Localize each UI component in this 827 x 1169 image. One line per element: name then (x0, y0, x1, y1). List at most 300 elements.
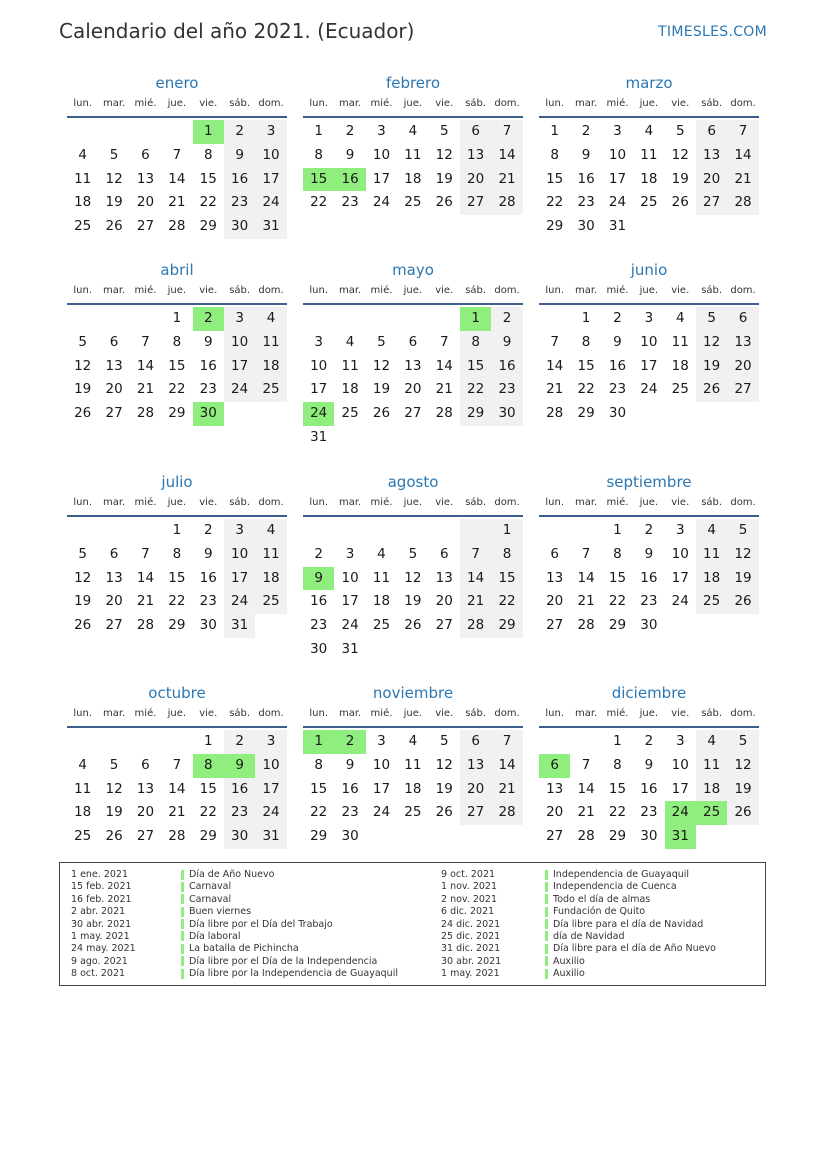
day-cell: 22 (168, 381, 186, 398)
weekday-label: mié. (134, 708, 157, 719)
weekday-label: vie. (435, 98, 454, 109)
weekday-label: vie. (671, 708, 690, 719)
day-cell: 14 (546, 357, 564, 374)
empty-day-cell (334, 307, 365, 331)
weekday-label: mar. (102, 285, 126, 296)
day-cell: 11 (341, 357, 359, 374)
day-cell: 25 (74, 218, 92, 235)
month-title: marzo (625, 74, 673, 92)
legend-description: Independencia de Cuenca (553, 881, 677, 893)
day-cell: 24 (255, 801, 286, 825)
day-cell: 16 (577, 170, 595, 187)
legend-item (545, 956, 716, 968)
weekday-label: dom. (258, 497, 284, 508)
day-cell: 7 (581, 545, 591, 562)
day-cell: 31 (255, 825, 286, 849)
day-cell: 23 (199, 381, 217, 398)
weekday-header (67, 281, 287, 301)
legend-date: 6 dic. 2021 (441, 906, 495, 918)
day-cell: 12 (435, 756, 453, 773)
day-cell: 5 (109, 146, 119, 163)
day-cell: 28 (136, 617, 155, 634)
day-cell: 19 (372, 381, 391, 398)
day-cell: 8 (581, 333, 591, 350)
day-cell: 16 (199, 357, 217, 374)
weekday-label: mié. (370, 285, 393, 296)
day-cell: 22 (577, 381, 595, 398)
day-cell: 17 (372, 170, 391, 187)
empty-day-cell (161, 120, 192, 144)
empty-day-cell (366, 519, 397, 543)
weekday-header (67, 94, 287, 114)
day-cell: 9 (613, 333, 622, 350)
month-marzo (539, 72, 759, 239)
day-cell: 7 (550, 333, 559, 350)
weekday-label: mié. (370, 98, 393, 109)
day-cell: 17 (608, 170, 627, 187)
day-cell: 29 (310, 828, 328, 845)
day-cell: 18 (404, 780, 422, 797)
day-cell: 25 (255, 378, 286, 402)
day-cell: 2 (314, 545, 323, 562)
day-cell: 30 (224, 215, 255, 239)
day-cell: 22 (608, 593, 627, 610)
legend-description: Día de Año Nuevo (189, 869, 275, 880)
legend-item (181, 943, 398, 955)
day-cell: 17 (671, 780, 689, 797)
day-cell: 19 (74, 381, 92, 398)
holiday-day-cell: 24 (665, 801, 696, 825)
holiday-marker-icon (181, 931, 184, 941)
weekday-label: dom. (258, 98, 284, 109)
day-cell: 19 (404, 593, 422, 610)
day-cell: 22 (199, 194, 217, 211)
day-cell: 11 (671, 333, 689, 350)
day-cell: 14 (435, 357, 453, 374)
day-cell: 11 (640, 146, 658, 163)
holiday-marker-icon (181, 944, 184, 954)
empty-day-cell (429, 307, 460, 331)
day-cell: 27 (546, 617, 564, 634)
day-cell: 9 (644, 756, 654, 773)
day-cell: 22 (310, 804, 328, 821)
day-cell: 2 (581, 123, 591, 139)
day-cell: 2 (491, 307, 522, 331)
day-cell: 20 (460, 168, 491, 192)
day-grid (67, 730, 287, 849)
legend-date: 25 dic. 2021 (441, 930, 501, 942)
day-cell: 20 (136, 804, 155, 821)
day-cell: 29 (199, 828, 217, 845)
day-cell: 1 (172, 310, 182, 326)
legend-description: Día libre por el Día de la Independencia (189, 955, 378, 967)
day-cell: 3 (644, 310, 654, 326)
header-divider (67, 303, 287, 305)
day-cell: 27 (696, 191, 727, 215)
day-cell: 20 (105, 381, 123, 398)
day-cell: 9 (491, 331, 522, 355)
day-cell: 12 (105, 170, 123, 187)
month-abril (67, 259, 287, 426)
day-cell: 22 (608, 804, 627, 821)
day-cell: 3 (377, 733, 386, 749)
day-cell: 26 (404, 617, 422, 634)
day-cell: 5 (727, 730, 758, 754)
legend-description: Día libre por el Día del Trabajo (189, 918, 333, 930)
day-cell: 7 (491, 120, 522, 144)
day-cell: 13 (696, 144, 727, 168)
day-grid (539, 307, 759, 426)
weekday-label: jue. (167, 497, 187, 508)
day-cell: 24 (255, 191, 286, 215)
day-cell: 16 (199, 569, 217, 586)
weekday-header (303, 94, 523, 114)
day-cell: 7 (141, 545, 150, 562)
weekday-label: vie. (671, 497, 690, 508)
day-cell: 14 (168, 170, 186, 187)
day-cell: 11 (255, 543, 286, 567)
legend-description: Todo el día de almas (553, 893, 651, 905)
day-cell: 6 (460, 120, 491, 144)
day-cell: 13 (435, 569, 453, 586)
day-cell: 8 (172, 333, 182, 350)
day-cell: 5 (675, 123, 685, 139)
day-cell: 14 (577, 780, 595, 797)
day-cell: 3 (345, 545, 355, 562)
empty-day-cell (397, 519, 428, 543)
holiday-marker-icon (181, 894, 184, 904)
day-cell: 18 (404, 170, 422, 187)
empty-day-cell (161, 730, 192, 754)
day-cell: 3 (255, 120, 286, 144)
empty-day-cell (67, 120, 98, 144)
day-cell: 29 (577, 405, 595, 422)
weekday-label: dom. (494, 708, 520, 719)
day-cell: 29 (608, 828, 627, 845)
weekday-label: vie. (199, 497, 218, 508)
day-cell: 10 (224, 543, 255, 567)
weekday-label: jue. (403, 285, 423, 296)
day-cell: 21 (435, 381, 453, 398)
header-divider (303, 116, 523, 118)
weekday-label: dom. (730, 285, 756, 296)
weekday-label: sáb. (701, 285, 723, 296)
day-cell: 21 (491, 778, 522, 802)
day-cell: 3 (675, 522, 685, 538)
day-cell: 28 (136, 405, 155, 422)
weekday-label: mar. (102, 708, 126, 719)
day-cell: 4 (696, 519, 727, 543)
day-cell: 3 (675, 733, 685, 749)
legend-description: La batalla de Pichincha (189, 943, 299, 955)
day-cell: 19 (727, 778, 758, 802)
day-cell: 23 (577, 194, 595, 211)
weekday-label: vie. (435, 285, 454, 296)
holiday-legend (59, 862, 766, 986)
holiday-day-cell: 9 (303, 567, 334, 591)
day-cell: 3 (255, 730, 286, 754)
day-cell: 17 (671, 569, 689, 586)
day-cell: 26 (727, 590, 758, 614)
legend-description: Independencia de Guayaquil (553, 869, 690, 880)
weekday-label: dom. (730, 708, 756, 719)
month-title: noviembre (372, 684, 454, 702)
legend-item (181, 919, 398, 931)
weekday-label: jue. (167, 285, 187, 296)
day-cell: 1 (172, 522, 182, 538)
day-cell: 7 (727, 120, 758, 144)
legend-item (181, 931, 398, 943)
day-cell: 17 (640, 357, 658, 374)
day-grid (539, 730, 759, 849)
day-cell: 25 (341, 405, 359, 422)
day-cell: 11 (74, 780, 92, 797)
holiday-marker-icon (545, 969, 548, 979)
day-cell: 4 (675, 310, 685, 326)
day-cell: 26 (435, 804, 453, 821)
day-cell: 6 (109, 333, 119, 350)
day-cell: 15 (199, 780, 217, 797)
holiday-day-cell: 9 (224, 754, 255, 778)
weekday-label: sáb. (701, 497, 723, 508)
empty-day-cell (397, 307, 428, 331)
holiday-marker-icon (545, 919, 548, 929)
day-cell: 16 (224, 778, 255, 802)
empty-day-cell (67, 519, 98, 543)
day-cell: 31 (255, 215, 286, 239)
legend-date: 31 dic. 2021 (441, 943, 501, 955)
legend-right-descriptions (545, 869, 716, 981)
day-cell: 17 (341, 593, 359, 610)
legend-item (545, 943, 716, 955)
holiday-day-cell: 1 (193, 120, 224, 144)
day-cell: 18 (696, 778, 727, 802)
month-title: abril (160, 261, 194, 279)
weekday-label: mié. (134, 98, 157, 109)
day-cell: 24 (224, 590, 255, 614)
day-cell: 18 (696, 567, 727, 591)
day-cell: 30 (199, 617, 217, 634)
holiday-day-cell: 31 (665, 825, 696, 849)
legend-item (545, 881, 716, 893)
holiday-marker-icon (181, 882, 184, 892)
weekday-label: jue. (167, 708, 187, 719)
header-divider (539, 303, 759, 305)
day-grid (303, 730, 523, 849)
brand-logo-text[interactable]: TIMESLES.COM (658, 24, 767, 40)
day-cell: 1 (491, 519, 522, 543)
legend-item (545, 931, 716, 943)
day-cell: 26 (372, 405, 391, 422)
header-divider (303, 515, 523, 517)
day-cell: 15 (491, 567, 522, 591)
weekday-header (539, 281, 759, 301)
legend-left-descriptions (181, 869, 398, 981)
day-cell: 2 (644, 522, 654, 538)
header-divider (539, 116, 759, 118)
day-grid (303, 120, 523, 215)
day-cell: 24 (608, 194, 627, 211)
day-cell: 9 (581, 146, 591, 163)
month-title: febrero (385, 74, 441, 92)
day-cell: 27 (105, 405, 123, 422)
day-cell: 20 (136, 194, 155, 211)
day-cell: 27 (546, 828, 564, 845)
weekday-label: mar. (574, 708, 598, 719)
day-cell: 23 (341, 804, 359, 821)
day-cell: 3 (377, 123, 386, 139)
day-cell: 24 (224, 378, 255, 402)
empty-day-cell (570, 519, 601, 543)
day-cell: 10 (372, 146, 391, 163)
day-cell: 28 (727, 191, 758, 215)
day-cell: 2 (203, 522, 213, 538)
day-cell: 30 (640, 617, 658, 634)
day-cell: 23 (608, 381, 627, 398)
month-junio (539, 259, 759, 426)
day-cell: 13 (136, 780, 155, 797)
holiday-day-cell: 15 (303, 168, 334, 192)
day-grid (539, 120, 759, 239)
day-cell: 29 (199, 218, 217, 235)
empty-day-cell (429, 519, 460, 543)
weekday-header (539, 493, 759, 513)
legend-date: 8 oct. 2021 (71, 968, 126, 980)
month-febrero (303, 72, 523, 215)
weekday-label: dom. (494, 98, 520, 109)
legend-item (181, 894, 398, 906)
empty-day-cell (98, 730, 129, 754)
empty-day-cell (130, 730, 161, 754)
holiday-day-cell: 1 (460, 307, 491, 331)
weekday-label: mar. (338, 708, 362, 719)
day-cell: 6 (727, 307, 758, 331)
weekday-label: sáb. (465, 285, 487, 296)
day-cell: 15 (608, 780, 627, 797)
weekday-label: mié. (134, 285, 157, 296)
day-cell: 10 (255, 754, 286, 778)
day-cell: 2 (644, 733, 654, 749)
day-cell: 15 (577, 357, 595, 374)
month-noviembre (303, 682, 523, 849)
day-cell: 5 (439, 733, 449, 749)
day-cell: 22 (460, 378, 491, 402)
legend-item (545, 869, 716, 881)
day-cell: 25 (671, 381, 689, 398)
day-cell: 6 (109, 545, 119, 562)
month-septiembre (539, 471, 759, 638)
empty-day-cell (303, 519, 334, 543)
header-divider (539, 726, 759, 728)
day-cell: 12 (727, 543, 758, 567)
weekday-label: sáb. (465, 497, 487, 508)
weekday-label: vie. (435, 708, 454, 719)
legend-item (545, 968, 716, 980)
weekday-label: sáb. (229, 708, 251, 719)
weekday-label: jue. (639, 497, 659, 508)
day-cell: 12 (404, 569, 422, 586)
day-cell: 19 (696, 355, 727, 379)
day-cell: 10 (608, 146, 627, 163)
day-cell: 18 (640, 170, 658, 187)
day-cell: 6 (439, 545, 449, 562)
weekday-label: lun. (73, 98, 93, 109)
day-cell: 22 (491, 590, 522, 614)
day-cell: 24 (372, 804, 391, 821)
empty-day-cell (460, 519, 491, 543)
empty-day-cell (539, 730, 570, 754)
day-cell: 7 (491, 730, 522, 754)
day-cell: 15 (546, 170, 564, 187)
day-cell: 22 (168, 593, 186, 610)
day-cell: 20 (435, 593, 453, 610)
holiday-day-cell: 1 (303, 730, 334, 754)
day-cell: 10 (255, 144, 286, 168)
day-cell: 26 (105, 828, 123, 845)
weekday-label: mié. (606, 98, 629, 109)
weekday-label: dom. (258, 285, 284, 296)
legend-date: 1 nov. 2021 (441, 881, 497, 893)
day-cell: 26 (105, 218, 123, 235)
day-cell: 1 (581, 310, 591, 326)
day-cell: 10 (310, 357, 328, 374)
day-cell: 19 (435, 780, 453, 797)
legend-item (545, 894, 716, 906)
month-mayo (303, 259, 523, 450)
day-cell: 21 (136, 593, 155, 610)
day-cell: 15 (168, 357, 186, 374)
weekday-label: vie. (199, 708, 218, 719)
empty-day-cell (570, 730, 601, 754)
holiday-marker-icon (545, 907, 548, 917)
day-cell: 6 (141, 146, 150, 163)
month-title: diciembre (611, 684, 687, 702)
legend-date: 2 abr. 2021 (71, 906, 126, 918)
month-title: septiembre (606, 473, 692, 491)
weekday-label: jue. (403, 708, 423, 719)
day-cell: 6 (696, 120, 727, 144)
day-cell: 3 (613, 123, 622, 139)
holiday-day-cell: 30 (193, 402, 224, 426)
day-cell: 8 (203, 146, 213, 163)
day-cell: 27 (404, 405, 422, 422)
day-cell: 21 (577, 804, 595, 821)
header-divider (67, 726, 287, 728)
legend-description: Fundación de Quito (553, 906, 646, 918)
weekday-label: vie. (435, 497, 454, 508)
day-cell: 10 (640, 333, 658, 350)
day-cell: 30 (608, 405, 627, 422)
empty-day-cell (130, 120, 161, 144)
legend-item (181, 869, 398, 881)
month-title: octubre (148, 684, 206, 702)
month-diciembre (539, 682, 759, 849)
day-cell: 13 (404, 357, 422, 374)
day-cell: 3 (224, 519, 255, 543)
day-cell: 29 (491, 614, 522, 638)
legend-date: 16 feb. 2021 (71, 893, 132, 905)
day-cell: 21 (727, 168, 758, 192)
day-cell: 26 (696, 378, 727, 402)
holiday-day-cell: 6 (539, 754, 570, 778)
day-cell: 9 (345, 146, 355, 163)
weekday-label: dom. (258, 708, 284, 719)
day-cell: 1 (613, 733, 622, 749)
day-cell: 4 (696, 730, 727, 754)
day-cell: 26 (727, 801, 758, 825)
weekday-label: lun. (309, 98, 329, 109)
weekday-label: vie. (671, 285, 690, 296)
